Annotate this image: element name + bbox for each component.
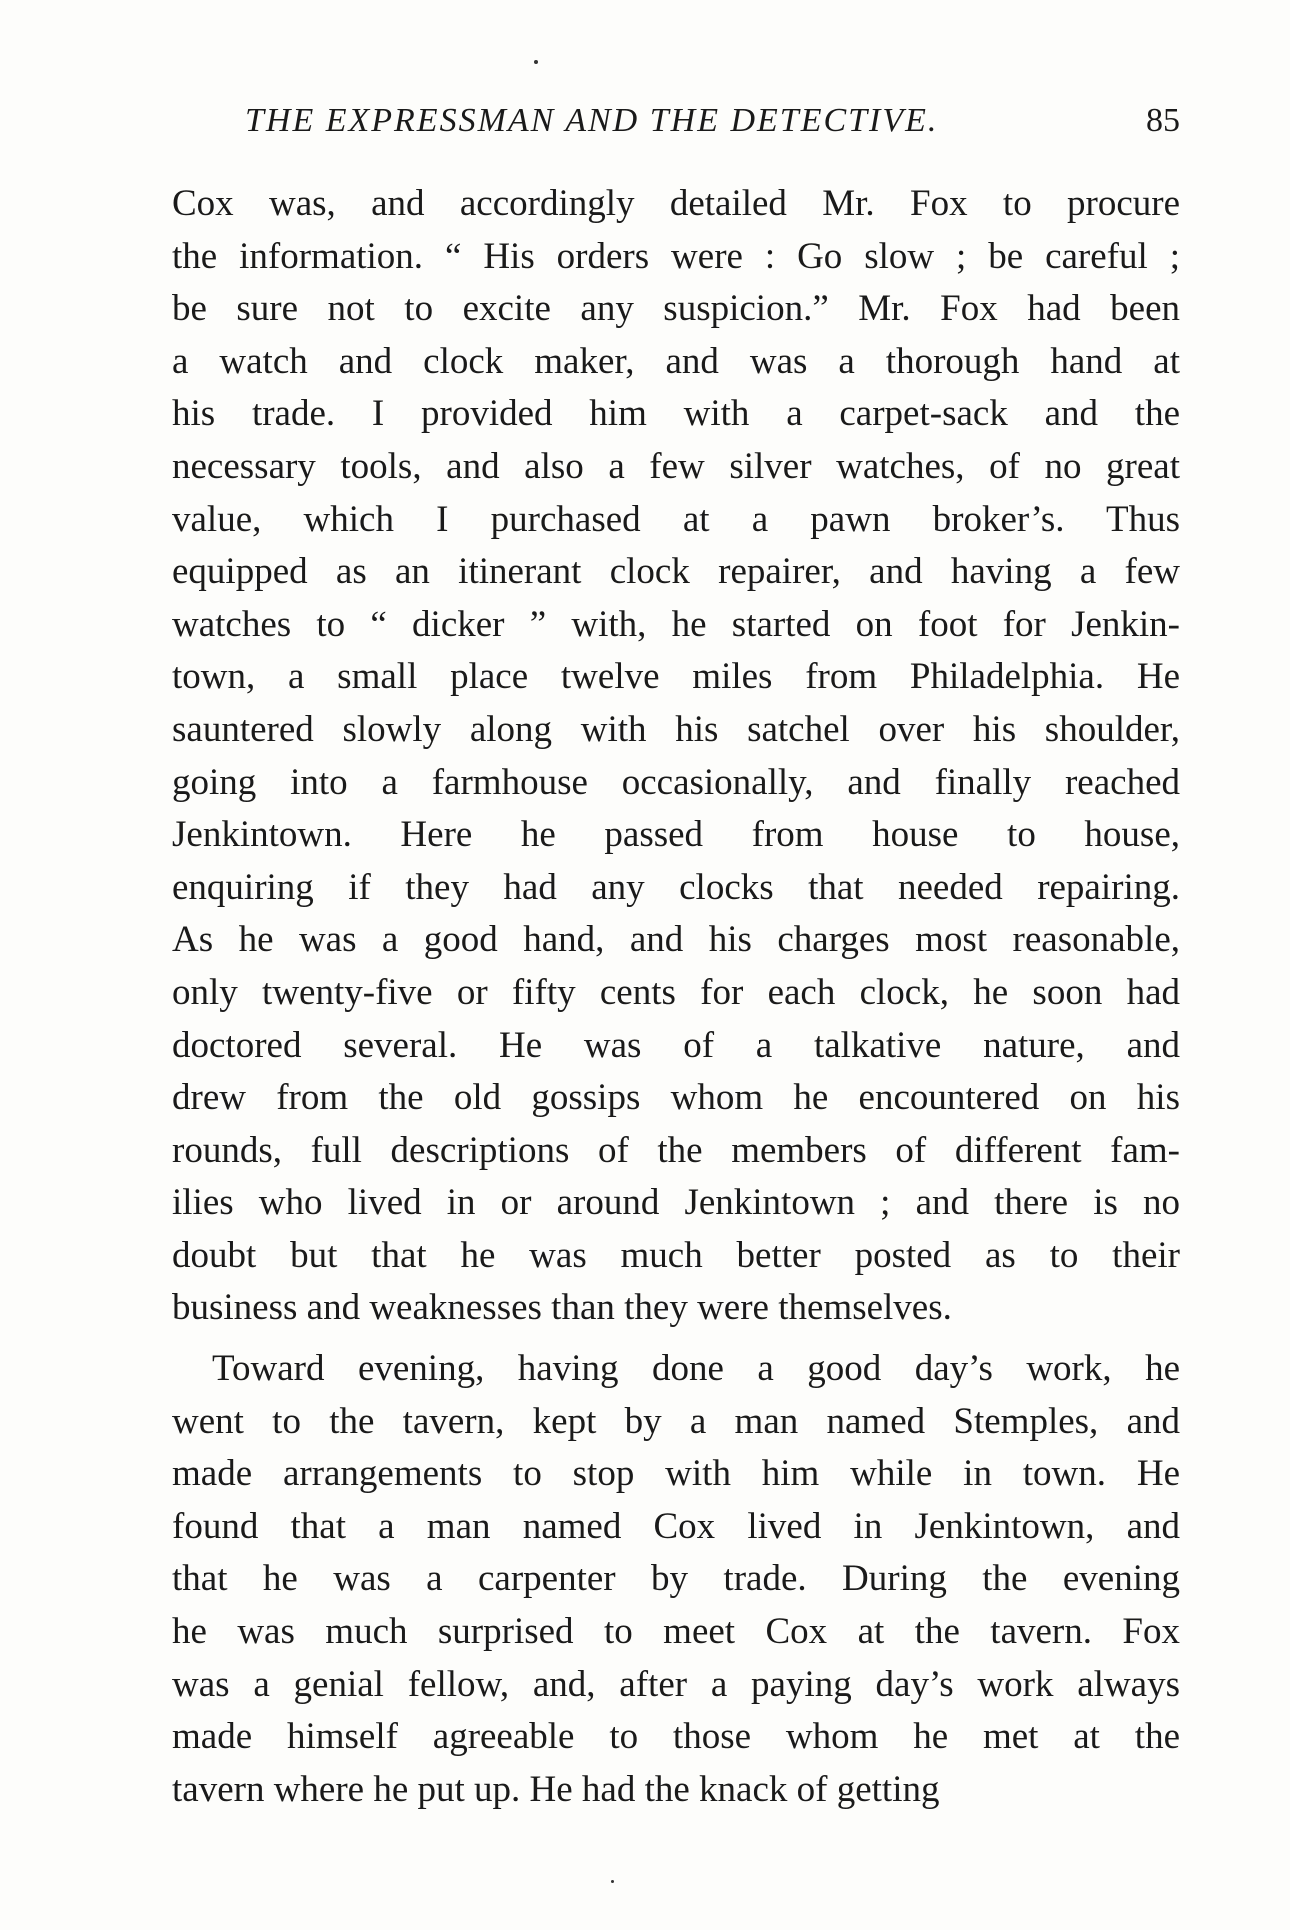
text-line: found that a man named Cox lived in Jenkintown, and: [172, 1505, 1180, 1547]
text-line: his trade. I provided him with a carpet-sack and the: [172, 393, 1180, 435]
text-line: rounds, full descriptions of the members of different fam-: [172, 1129, 1180, 1171]
text-line: he was much surprised to meet Cox at the tavern. Fox: [172, 1611, 1180, 1653]
text-line: made arrangements to stop with him while in town. He: [172, 1453, 1180, 1495]
text-line: sauntered slowly along with his satchel over his shoulder,: [172, 708, 1180, 750]
running-title: THE EXPRESSMAN AND THE DETECTIVE.: [245, 102, 939, 139]
text-line: Jenkintown. Here he passed from house to house,: [172, 814, 1180, 856]
text-line: Cox was, and accordingly detailed Mr. Fox to procure: [172, 183, 1180, 224]
text-line: going into a farmhouse occasionally, and finally reached: [172, 761, 1180, 803]
text-line: made himself agreeable to those whom he met at the: [172, 1716, 1180, 1758]
text-line: doubt but that he was much better posted as to their: [172, 1234, 1180, 1276]
text-line: enquiring if they had any clocks that needed repairing.: [172, 866, 1180, 908]
text-line: equipped as an itinerant clock repairer, and having a few: [172, 551, 1180, 593]
text-line: went to the tavern, kept by a man named Stemples, and: [172, 1400, 1180, 1442]
body-text: [172, 178, 1180, 1816]
text-line: drew from the old gossips whom he encountered on his: [172, 1077, 1180, 1119]
paragraph: [172, 1343, 1180, 1816]
page-number: 85: [1146, 102, 1180, 139]
text-line: value, which I purchased at a pawn broker’s. Thus: [172, 498, 1180, 540]
text-line: business and weaknesses than they were themselves.: [172, 1287, 952, 1329]
text-line: town, a small place twelve miles from Philadelphia. He: [172, 656, 1180, 698]
page-header: [245, 102, 1180, 152]
print-speck: [534, 60, 538, 64]
print-speck: [611, 1880, 614, 1883]
text-line: that he was a carpenter by trade. During the evening: [172, 1558, 1180, 1600]
text-line: Toward evening, having done a good day’s work, he: [212, 1348, 1180, 1390]
text-line: be sure not to excite any suspicion.” Mr. Fox had been: [172, 288, 1180, 330]
paragraph: [172, 178, 1180, 1335]
text-line: As he was a good hand, and his charges most reasonable,: [172, 919, 1180, 961]
text-line: doctored several. He was of a talkative nature, and: [172, 1024, 1180, 1066]
text-line: watches to “ dicker ” with, he started on foot for Jenkin-: [172, 603, 1180, 645]
text-line: only twenty-five or fifty cents for each clock, he soon had: [172, 971, 1180, 1013]
text-line: the information. “ His orders were : Go slow ; be careful ;: [172, 235, 1180, 277]
text-line: necessary tools, and also a few silver watches, of no great: [172, 445, 1180, 487]
text-line: a watch and clock maker, and was a thorough hand at: [172, 340, 1180, 382]
text-line: was a genial fellow, and, after a paying day’s work always: [172, 1663, 1180, 1705]
text-line: ilies who lived in or around Jenkintown ; and there is no: [172, 1182, 1180, 1224]
text-line: tavern where he put up. He had the knack of getting: [172, 1768, 940, 1810]
